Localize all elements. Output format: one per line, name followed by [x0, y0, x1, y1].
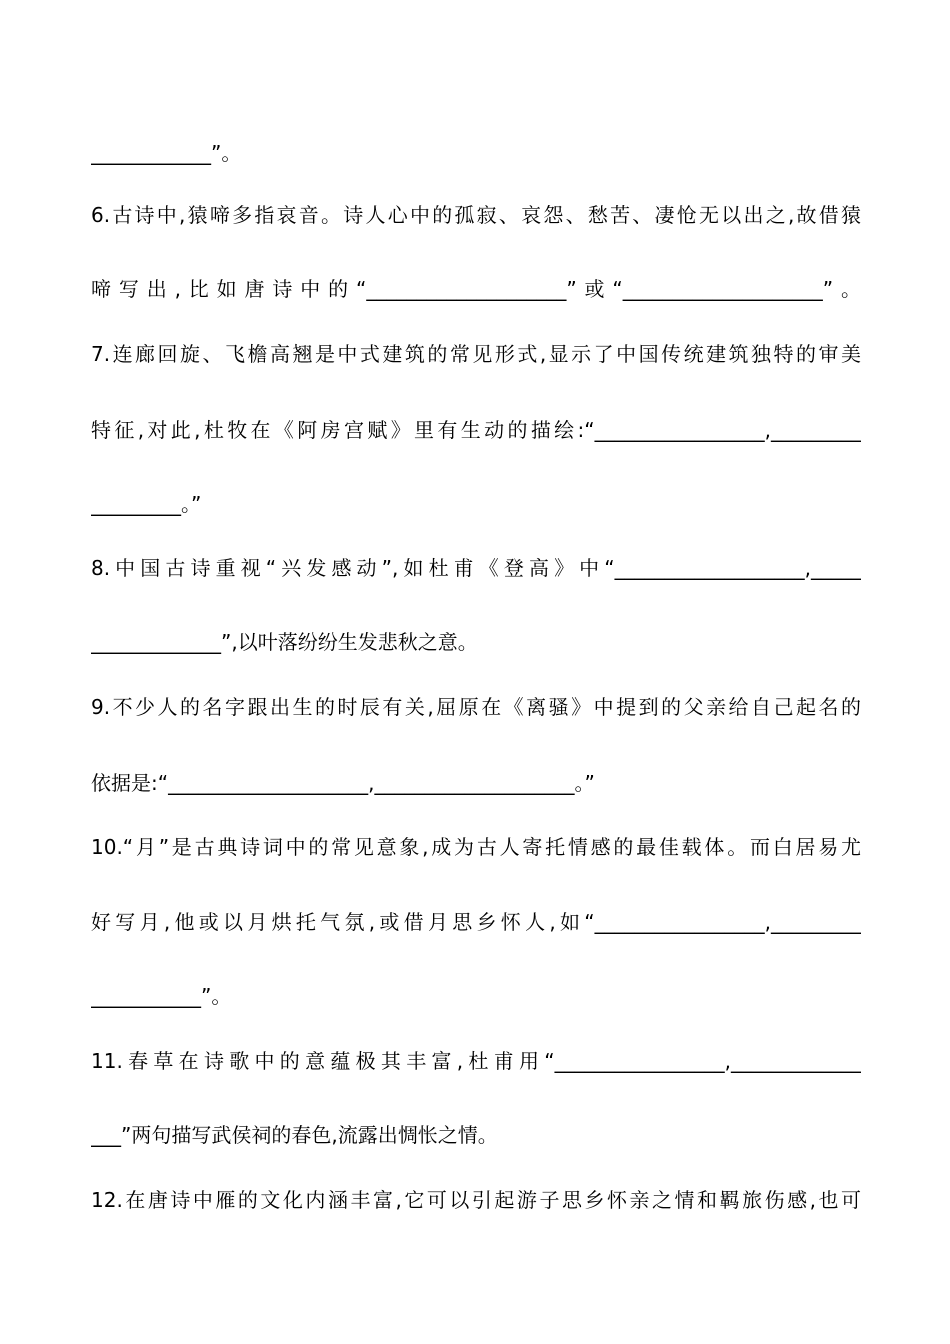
q8-text-line-2: _____________”,以叶落纷纷生发悲秋之意。 — [91, 630, 478, 654]
q10-text-line-2: 好写月,他或以月烘托气氛,或借月思乡怀人,如“_________________,_________ — [91, 910, 861, 934]
q7-text-line-2: 特征,对此,杜牧在《阿房宫赋》里有生动的描绘:“_________________,_________ — [91, 418, 861, 442]
q7-text-line-3: _________。” — [91, 492, 202, 516]
q8-text-line-1: 8.中国古诗重视“兴发感动”,如杜甫《登高》中“___________________,_____ — [91, 556, 861, 580]
q6-text-line-1: 6.古诗中,猿啼多指哀音。诗人心中的孤寂、哀怨、愁苦、凄怆无以出之,故借猿 — [91, 203, 861, 227]
q9-text-line-2: 依据是:“____________________,____________________。” — [91, 771, 595, 795]
q7-text-line-1: 7.连廊回旋、飞檐高翘是中式建筑的常见形式,显示了中国传统建筑独特的审美 — [91, 342, 861, 366]
q10-text-line-3: ___________”。 — [91, 984, 232, 1008]
q11-text-line-1: 11.春草在诗歌中的意蕴极其丰富,杜甫用“_________________,_____________ — [91, 1049, 861, 1073]
q5-answer-line-end: ____________”。 — [91, 141, 242, 165]
q11-text-line-2: ___”两句描写武侯祠的春色,流露出惆怅之情。 — [91, 1123, 498, 1147]
q9-text-line-1: 9.不少人的名字跟出生的时辰有关,屈原在《离骚》中提到的父亲给自己起名的 — [91, 695, 861, 719]
q6-text-line-2: 啼写出,比如唐诗中的“____________________”或“____________________”。 — [91, 277, 861, 301]
q10-text-line-1: 10.“月”是古典诗词中的常见意象,成为古人寄托情感的最佳载体。而白居易尤 — [91, 835, 861, 859]
q12-text-line-1: 12.在唐诗中雁的文化内涵丰富,它可以引起游子思乡怀亲之情和羁旅伤感,也可 — [91, 1188, 861, 1212]
